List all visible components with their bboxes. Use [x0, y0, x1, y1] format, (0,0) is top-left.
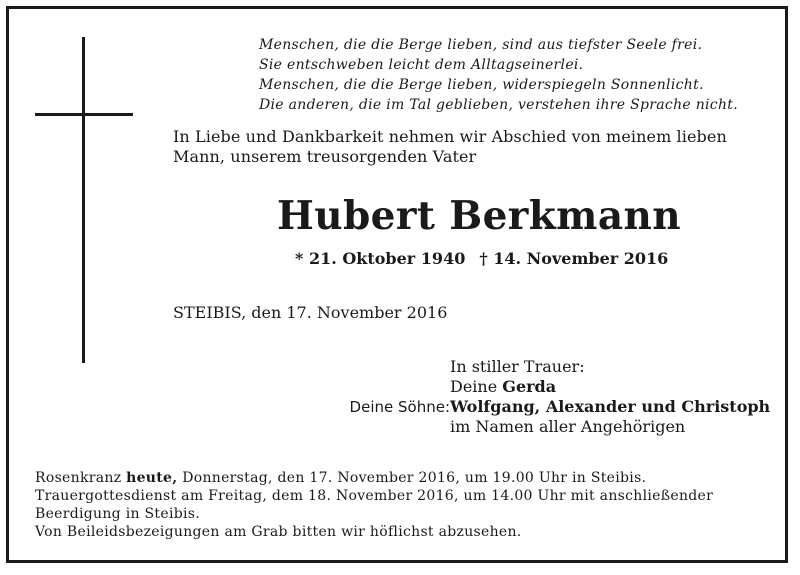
relatives-line: im Namen aller Angehörigen	[450, 417, 686, 436]
deceased-name: Hubert Berkmann	[276, 193, 682, 239]
intro-line: Mann, unserem treusorgenden Vater	[173, 147, 477, 166]
poem-line: Menschen, die die Berge lieben, widerspiegeln Sonnenlicht.	[259, 77, 704, 93]
sons-label: Deine Söhne:	[349, 398, 450, 416]
wife-line	[450, 377, 556, 397]
wife-prefix: Deine	[450, 377, 503, 396]
poem	[259, 35, 779, 115]
intro-text	[173, 127, 783, 167]
mourners-block	[9, 357, 789, 437]
rosary-rest: Donnerstag, den 17. November 2016, um 19.00 Uhr in Steibis.	[177, 470, 647, 486]
mass-line: Trauergottesdienst am Freitag, dem 18. November 2016, um 14.00 Uhr mit anschließender	[35, 488, 714, 504]
wife-name: Gerda	[502, 377, 557, 396]
burial-line: Beerdigung in Steibis.	[35, 506, 200, 522]
rosary-today: heute,	[126, 470, 178, 486]
mourning-heading: In stiller Trauer:	[450, 357, 585, 376]
service-info	[35, 469, 775, 541]
rosary-line	[35, 469, 775, 487]
rosary-prefix: Rosenkranz	[35, 470, 127, 486]
life-dates	[295, 249, 668, 269]
sons-names: Wolfgang, Alexander und Christoph	[450, 397, 771, 416]
condolences-line: Von Beileidsbezeigungen am Grab bitten wir höflichst abzusehen.	[35, 524, 522, 540]
poem-line: Die anderen, die im Tal geblieben, verstehen ihre Sprache nicht.	[259, 97, 738, 113]
cross-icon-bar	[35, 113, 133, 116]
poem-line: Sie entschweben leicht dem Alltagseinerlei.	[259, 57, 584, 73]
birth-date: * 21. Oktober 1940	[295, 249, 466, 268]
intro-line: In Liebe und Dankbarkeit nehmen wir Abschied von meinem lieben	[173, 127, 727, 146]
place-date: STEIBIS, den 17. November 2016	[173, 303, 448, 322]
obituary-notice	[6, 6, 788, 563]
death-date: † 14. November 2016	[479, 249, 669, 268]
poem-line: Menschen, die die Berge lieben, sind aus tiefster Seele frei.	[259, 37, 703, 53]
